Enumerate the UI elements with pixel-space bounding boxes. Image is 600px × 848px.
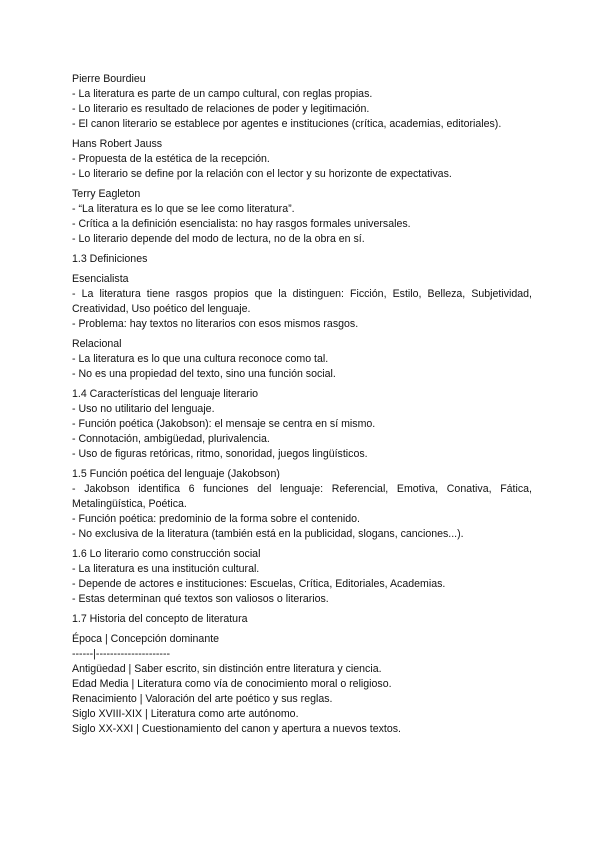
bullet-line: - Lo literario se define por la relación con el lector y su horizonte de expectativas.: [72, 168, 452, 180]
bullet-line: - Lo literario depende del modo de lectura, no de la obra en sí.: [72, 233, 365, 245]
section-heading: 1.4 Características del lenguaje literario: [72, 388, 259, 400]
section-jauss: [72, 137, 532, 182]
section-heading: 1.5 Función poética del lenguaje (Jakobson): [72, 468, 280, 480]
bullet-line: - Jakobson identifica 6 funciones del lenguaje: Referencial, Emotiva, Conativa, Fática, Metalingüística, Poética.: [72, 483, 532, 510]
table-rows: [72, 662, 532, 737]
section-funcion: [72, 467, 532, 542]
section-heading: Hans Robert Jauss: [72, 138, 163, 150]
bullet-line: - No es una propiedad del texto, sino una función social.: [72, 368, 336, 380]
section-heading: 1.6 Lo literario como construcción social: [72, 548, 261, 560]
section-caracteristicas: [72, 387, 532, 462]
section-relacional: [72, 337, 532, 382]
bullet-line: - La literatura tiene rasgos propios que la distinguen: Ficción, Estilo, Belleza, Subjetividad, Creatividad, Uso poético del lenguaje.: [72, 288, 532, 315]
bullet-line: - Función poética: predominio de la forma sobre el contenido.: [72, 513, 360, 525]
table-row: Renacimiento | Valoración del arte poético y sus reglas.: [72, 693, 333, 705]
section-historia: [72, 612, 532, 627]
document-sections: [72, 72, 532, 627]
bullet-line: - Problema: hay textos no literarios con esos mismos rasgos.: [72, 318, 359, 330]
table-row: Siglo XVIII-XIX | Literatura como arte autónomo.: [72, 708, 299, 720]
section-heading: 1.3 Definiciones: [72, 253, 148, 265]
bullet-line: - Connotación, ambigüedad, plurivalencia.: [72, 433, 270, 445]
section-bourdieu: [72, 72, 532, 132]
bullet-line: - La literatura es una institución cultural.: [72, 563, 260, 575]
section-heading: 1.7 Historia del concepto de literatura: [72, 613, 248, 625]
bullet-line: - Propuesta de la estética de la recepción.: [72, 153, 270, 165]
section-heading: Relacional: [72, 338, 122, 350]
section-heading: Esencialista: [72, 273, 129, 285]
section-heading: Pierre Bourdieu: [72, 73, 146, 85]
section-heading: Terry Eagleton: [72, 188, 141, 200]
table-row: Edad Media | Literatura como vía de conocimiento moral o religioso.: [72, 678, 392, 690]
section-eagleton: [72, 187, 532, 247]
bullet-line: - Crítica a la definición esencialista: no hay rasgos formales universales.: [72, 218, 411, 230]
section-definiciones: [72, 252, 532, 267]
table-row: Siglo XX-XXI | Cuestionamiento del canon y apertura a nuevos textos.: [72, 723, 401, 735]
section-construccion: [72, 547, 532, 607]
bullet-line: - “La literatura es lo que se lee como literatura”.: [72, 203, 295, 215]
section-esencialista: [72, 272, 532, 332]
bullet-line: - Uso de figuras retóricas, ritmo, sonoridad, juegos lingüísticos.: [72, 448, 368, 460]
bullet-line: - El canon literario se establece por agentes e instituciones (crítica, academias, editoriales).: [72, 118, 502, 130]
history-table: [72, 632, 532, 737]
table-header: Época | Concepción dominante: [72, 633, 220, 645]
bullet-line: - Lo literario es resultado de relaciones de poder y legitimación.: [72, 103, 370, 115]
bullet-line: - Depende de actores e instituciones: Escuelas, Crítica, Editoriales, Academias.: [72, 578, 446, 590]
bullet-line: - La literatura es lo que una cultura reconoce como tal.: [72, 353, 329, 365]
bullet-line: - Estas determinan qué textos son valiosos o literarios.: [72, 593, 329, 605]
document-page: [72, 72, 532, 737]
bullet-line: - La literatura es parte de un campo cultural, con reglas propias.: [72, 88, 373, 100]
bullet-line: - Uso no utilitario del lenguaje.: [72, 403, 215, 415]
bullet-line: - Función poética (Jakobson): el mensaje se centra en sí mismo.: [72, 418, 376, 430]
table-row: Antigüedad | Saber escrito, sin distinción entre literatura y ciencia.: [72, 663, 382, 675]
table-separator: ------|---------------------: [72, 648, 171, 660]
bullet-line: - No exclusiva de la literatura (también está en la publicidad, slogans, canciones...).: [72, 528, 464, 540]
